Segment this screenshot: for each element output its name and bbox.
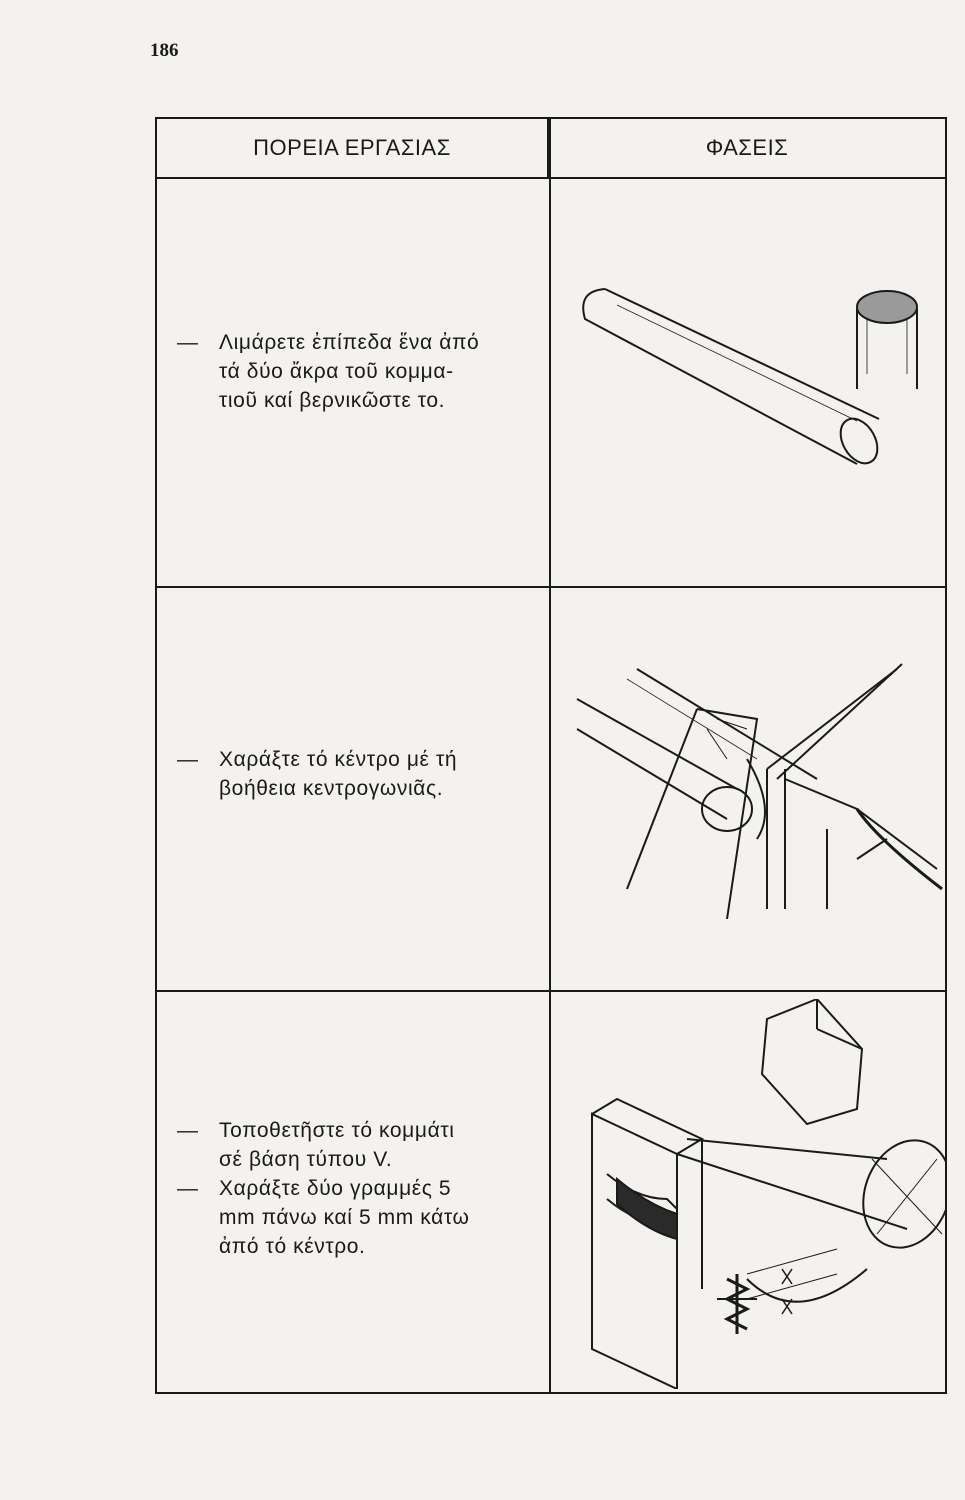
rod-end-drawing [857, 291, 917, 389]
rod-drawing [677, 1128, 947, 1334]
filed-rod-illustration [557, 279, 947, 479]
text-line: — Λιμάρετε ἐπίπεδα ἕνα ἀπό [177, 331, 480, 354]
row-divider [157, 990, 945, 992]
work-procedure-table [155, 117, 947, 1394]
v-block-illustration [577, 999, 947, 1389]
step-1-text [177, 328, 537, 415]
text-line: βοήθεια κεντρογωνιᾶς. [219, 777, 444, 800]
header-phases: ΦΑΣΕΙΣ [549, 119, 945, 179]
text-line: σέ βάση τύπου V. [219, 1148, 393, 1171]
step-3-text [177, 1116, 537, 1261]
text-line: τιοῦ καί βερνικῶστε το. [219, 389, 446, 412]
centre-square-illustration [557, 659, 947, 919]
text-line: ἀπό τό κέντρο. [219, 1235, 366, 1258]
text-line: — Τοποθετῆστε τό κομμάτι [177, 1119, 455, 1142]
page-number: 186 [150, 40, 179, 61]
rod-drawing [583, 289, 885, 470]
text-line: τά δύο ἄκρα τοῦ κομμα- [219, 360, 454, 383]
step-2-text [177, 745, 537, 803]
text-line: mm πάνω καί 5 mm κάτω [219, 1206, 470, 1229]
column-divider [549, 119, 551, 1392]
text-line: — Χαράξτε δύο γραμμές 5 [177, 1177, 452, 1200]
header-work-procedure: ΠΟΡΕΙΑ ΕΡΓΑΣΙΑΣ [157, 119, 549, 179]
row-divider [157, 586, 945, 588]
v-block-drawing [592, 999, 862, 1389]
text-line: — Χαράξτε τό κέντρο μέ τή [177, 748, 458, 771]
